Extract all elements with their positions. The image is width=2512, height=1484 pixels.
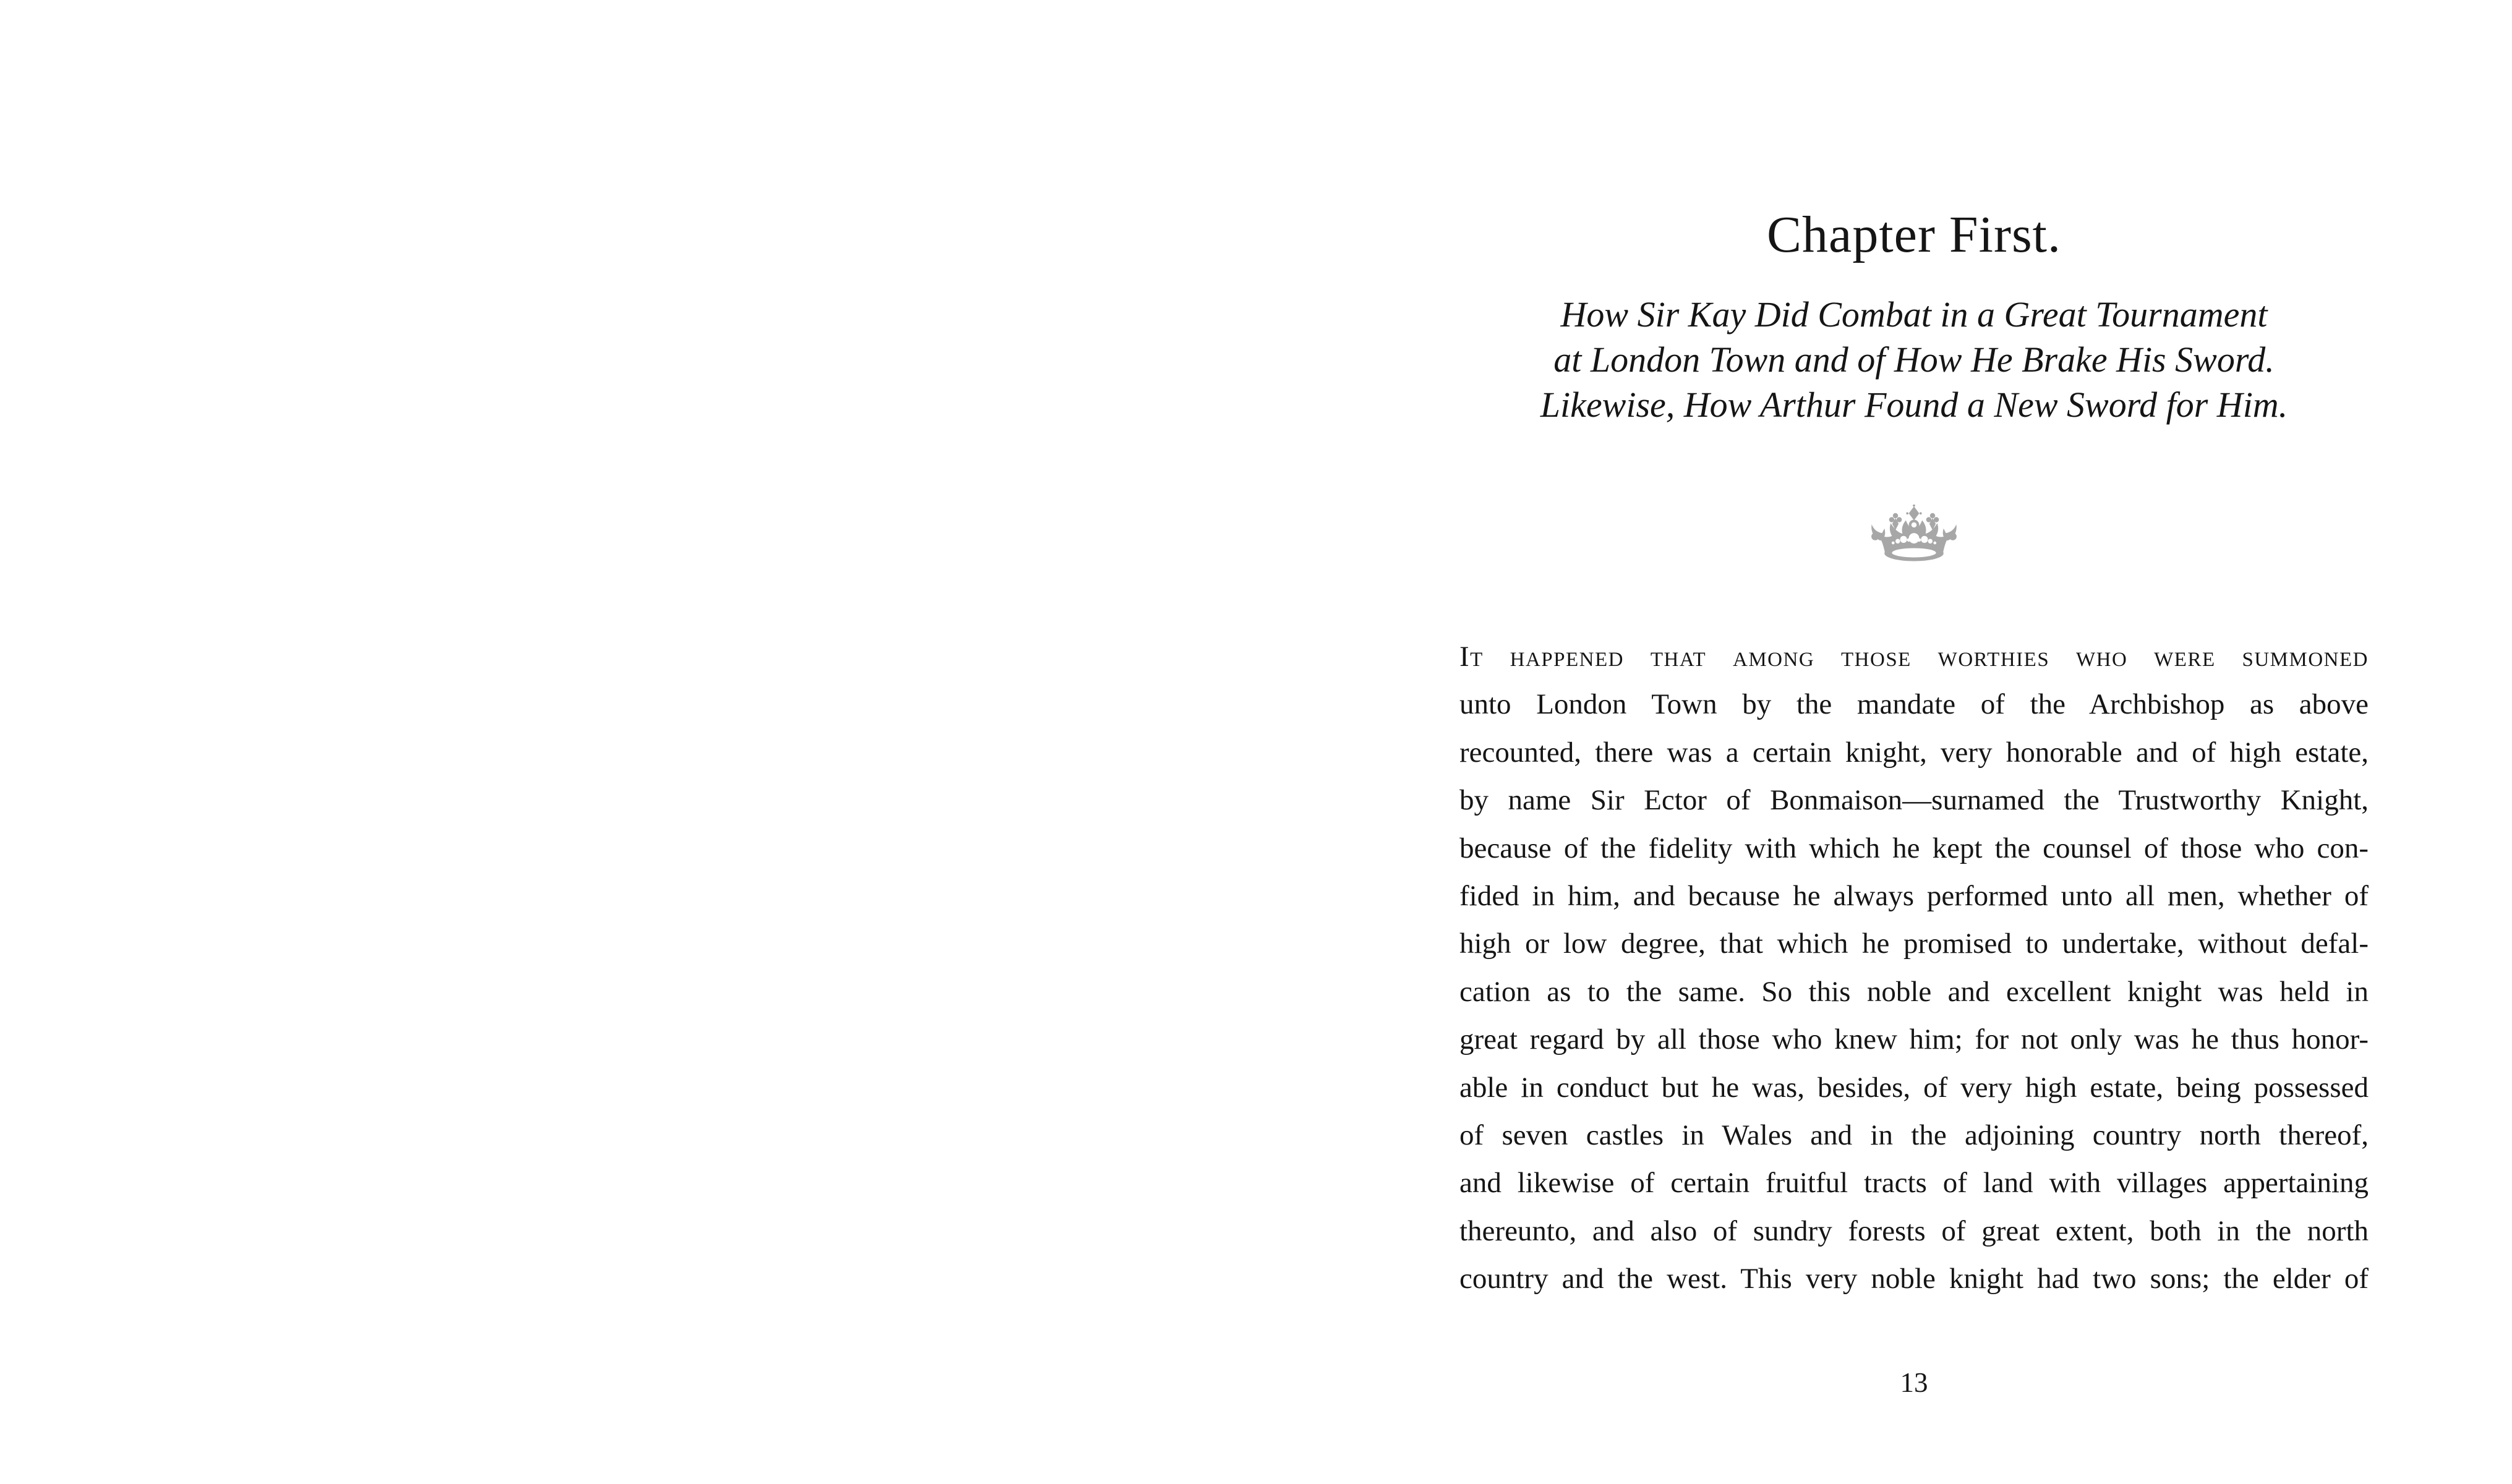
body-line: of seven castles in Wales and in the adjoining country north thereof, (1459, 1119, 2369, 1151)
body-line: by name Sir Ector of Bonmaison—surnamed the Trustworthy Knight, (1459, 784, 2369, 817)
body-line: unto London Town by the mandate of the Archbishop as above (1459, 688, 2369, 721)
body-line: country and the west. This very noble knight had two sons; the elder of (1459, 1263, 2369, 1295)
body-line: cation as to the same. So this noble and excellent knight was held in (1459, 975, 2369, 1008)
body-line: able in conduct but he was, besides, of very high estate, being possessed (1459, 1071, 2369, 1104)
body-line: because of the fidelity with which he kept the counsel of those who con- (1459, 832, 2369, 864)
body-line: and likewise of certain fruitful tracts of land with villages appertaining (1459, 1167, 2369, 1200)
body-line: great regard by all those who knew him; for not only was he thus honor- (1459, 1023, 2369, 1056)
body-line: thereunto, and also of sundry forests of great extent, both in the north (1459, 1214, 2369, 1247)
chapter-subtitle (1459, 292, 2369, 427)
crown-icon (1868, 505, 1960, 563)
body-line: recounted, there was a certain knight, very honorable and of high estate, (1459, 736, 2369, 769)
body-line: fided in him, and because he always performed unto all men, whether of (1459, 879, 2369, 912)
subtitle-line: Likewise, How Arthur Found a New Sword for Him. (1540, 385, 2288, 425)
body-line: It happened that among those worthies who were summoned (1459, 641, 2369, 673)
chapter-body-paragraph (1459, 633, 2369, 1303)
crown-ornament (1459, 505, 2369, 563)
subtitle-line: How Sir Kay Did Combat in a Great Tournament (1560, 294, 2268, 335)
page-number: 13 (1900, 1367, 1928, 1398)
chapter-title: Chapter First. (1767, 206, 2061, 263)
body-line: high or low degree, that which he promised to undertake, without defal- (1459, 927, 2369, 960)
subtitle-line: at London Town and of How He Brake His Sword. (1553, 339, 2275, 380)
